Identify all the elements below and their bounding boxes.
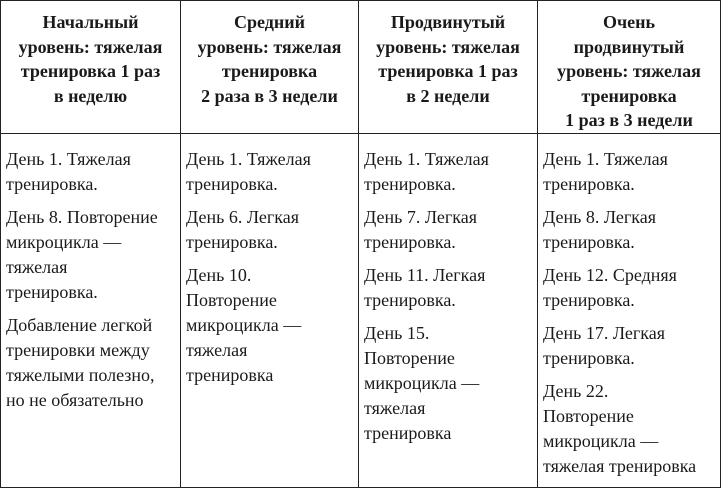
text-line: День 12. Средняя [543, 264, 677, 285]
schedule-entry [364, 263, 533, 313]
text-line: микроцикла — [6, 231, 122, 252]
text-line: Повторение [186, 289, 277, 310]
header-beginner [1, 1, 181, 134]
text-line: микроцикла — [186, 314, 302, 335]
header-intermediate [181, 1, 359, 134]
header-line: уровень: тяжелая [376, 36, 520, 57]
header-line: продвинутый [573, 36, 685, 57]
header-line: уровень: тяжелая [557, 61, 701, 81]
header-line: тренировка 1 раз [378, 61, 518, 81]
text-line: День 1. Тяжелая [186, 148, 311, 169]
text-line: тяжелая [364, 397, 426, 418]
header-line: тренировка 1 раз [20, 61, 161, 81]
text-line: тренировка. [186, 231, 278, 252]
text-line: тяжелая [186, 339, 248, 360]
schedule-entry [364, 321, 533, 446]
header-very-advanced [538, 1, 721, 134]
schedule-note [6, 313, 176, 413]
text-line: тренировка. [543, 231, 635, 252]
header-line: тренировка [581, 85, 677, 106]
text-line: но не обязательно [6, 389, 144, 410]
schedule-entry [543, 321, 716, 371]
text-line: День 1. Тяжелая [6, 148, 131, 169]
text-line: День 7. Легкая [364, 206, 478, 227]
header-line: Очень [602, 12, 656, 32]
header-line: тренировка [221, 61, 318, 81]
text-line: День 15. [364, 322, 430, 343]
header-advanced [359, 1, 538, 134]
text-line: тренировка. [6, 281, 98, 302]
header-line: Средний [234, 12, 305, 32]
text-line: тренировки между [6, 339, 150, 360]
text-line: День 8. Повторение [6, 206, 158, 227]
text-line: День 6. Легкая [186, 206, 300, 227]
schedule-entry [6, 147, 176, 197]
text-line: День 17. Легкая [543, 322, 666, 343]
text-line: микроцикла — [543, 430, 659, 451]
text-line: Повторение [364, 347, 455, 368]
text-line: День 10. [186, 264, 252, 285]
header-line: Начальный [42, 12, 139, 32]
schedule-entry [543, 263, 716, 313]
text-line: День 1. Тяжелая [364, 148, 489, 169]
header-line: 1 раз в 3 недели [565, 110, 693, 130]
text-line: тренировка. [6, 173, 98, 194]
text-line: тренировка. [364, 173, 456, 194]
text-line: тренировка. [364, 231, 456, 252]
text-line: тренировка [186, 364, 274, 385]
text-line: тренировка [364, 422, 452, 443]
cell-very-advanced-schedule [538, 133, 721, 487]
header-line: 2 раза в 3 недели [201, 85, 338, 106]
text-line: тренировка. [543, 347, 635, 368]
text-line: тренировка. [186, 173, 278, 194]
text-line: День 8. Легкая [543, 206, 657, 227]
header-line: Продвинутый [390, 12, 506, 32]
text-line: тренировка. [543, 173, 635, 194]
schedule-entry [543, 205, 716, 255]
text-line: тренировка. [364, 289, 456, 310]
schedule-entry [186, 205, 354, 255]
schedule-entry [186, 147, 354, 197]
header-line: уровень: тяжелая [18, 36, 163, 57]
text-line: День 22. [543, 380, 609, 401]
schedule-entry [186, 263, 354, 388]
cell-beginner-schedule [1, 133, 181, 487]
text-line: тренировка. [543, 289, 635, 310]
text-line: День 11. Легкая [364, 264, 486, 285]
schedule-entry [364, 147, 533, 197]
schedule-row [1, 133, 721, 487]
header-line: в 2 недели [406, 85, 490, 106]
text-line: тяжелыми полезно, [6, 364, 155, 385]
text-line: День 1. Тяжелая [543, 148, 668, 169]
cell-intermediate-schedule [181, 133, 359, 487]
header-line: в неделю [53, 85, 128, 106]
header-line: уровень: тяжелая [197, 36, 342, 57]
text-line: тяжелая [6, 256, 68, 277]
text-line: Повторение [543, 405, 634, 426]
schedule-entry [543, 379, 716, 479]
cell-advanced-schedule [359, 133, 538, 487]
schedule-entry [543, 147, 716, 197]
text-line: тяжелая тренировка [543, 455, 697, 476]
header-row [1, 1, 721, 134]
text-line: микроцикла — [364, 372, 480, 393]
text-line: Добавление легкой [6, 314, 153, 335]
schedule-entry [6, 205, 176, 305]
schedule-entry [364, 205, 533, 255]
